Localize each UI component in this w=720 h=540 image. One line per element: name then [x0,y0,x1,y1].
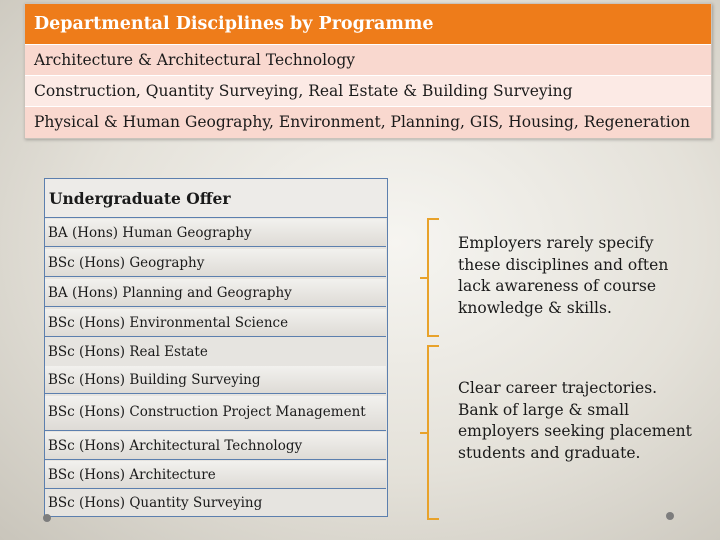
list-item: BSc (Hons) Architectural Technology [45,432,386,460]
list-item: BA (Hons) Planning and Geography [45,279,386,307]
table-row: Physical & Human Geography, Environment, Planning, GIS, Housing, Regeneration [25,106,711,138]
note-career-trajectories: Clear career trajectories. Bank of large & small employers seeking placement students and graduate. [458,379,692,462]
disciplines-table [24,3,712,139]
bracket-upper [427,218,439,337]
list-item: BSc (Hons) Construction Project Management [45,396,386,431]
decorative-dot [43,514,51,522]
table-row: Construction, Quantity Surveying, Real Estate & Building Surveying [25,75,711,106]
list-item: BSc (Hons) Building Surveying [45,366,386,394]
list-item: BSc (Hons) Quantity Surveying [48,495,263,511]
note-employers-awareness: Employers rarely specify these disciplines and often lack awareness of course knowledge & skills. [458,234,669,317]
undergraduate-offer-list [44,178,388,517]
undergraduate-offer-title: Undergraduate Offer [45,179,387,218]
table-row: Architecture & Architectural Technology [25,44,711,75]
list-item: BSc (Hons) Architecture [45,461,386,489]
list-item: BSc (Hons) Real Estate [48,344,208,360]
disciplines-table-header: Departmental Disciplines by Programme [25,4,711,44]
list-item: BA (Hons) Human Geography [45,219,386,247]
list-item: BSc (Hons) Environmental Science [45,309,386,337]
list-item: BSc (Hons) Geography [45,249,386,277]
bracket-lower [427,345,439,520]
decorative-dot [666,512,674,520]
